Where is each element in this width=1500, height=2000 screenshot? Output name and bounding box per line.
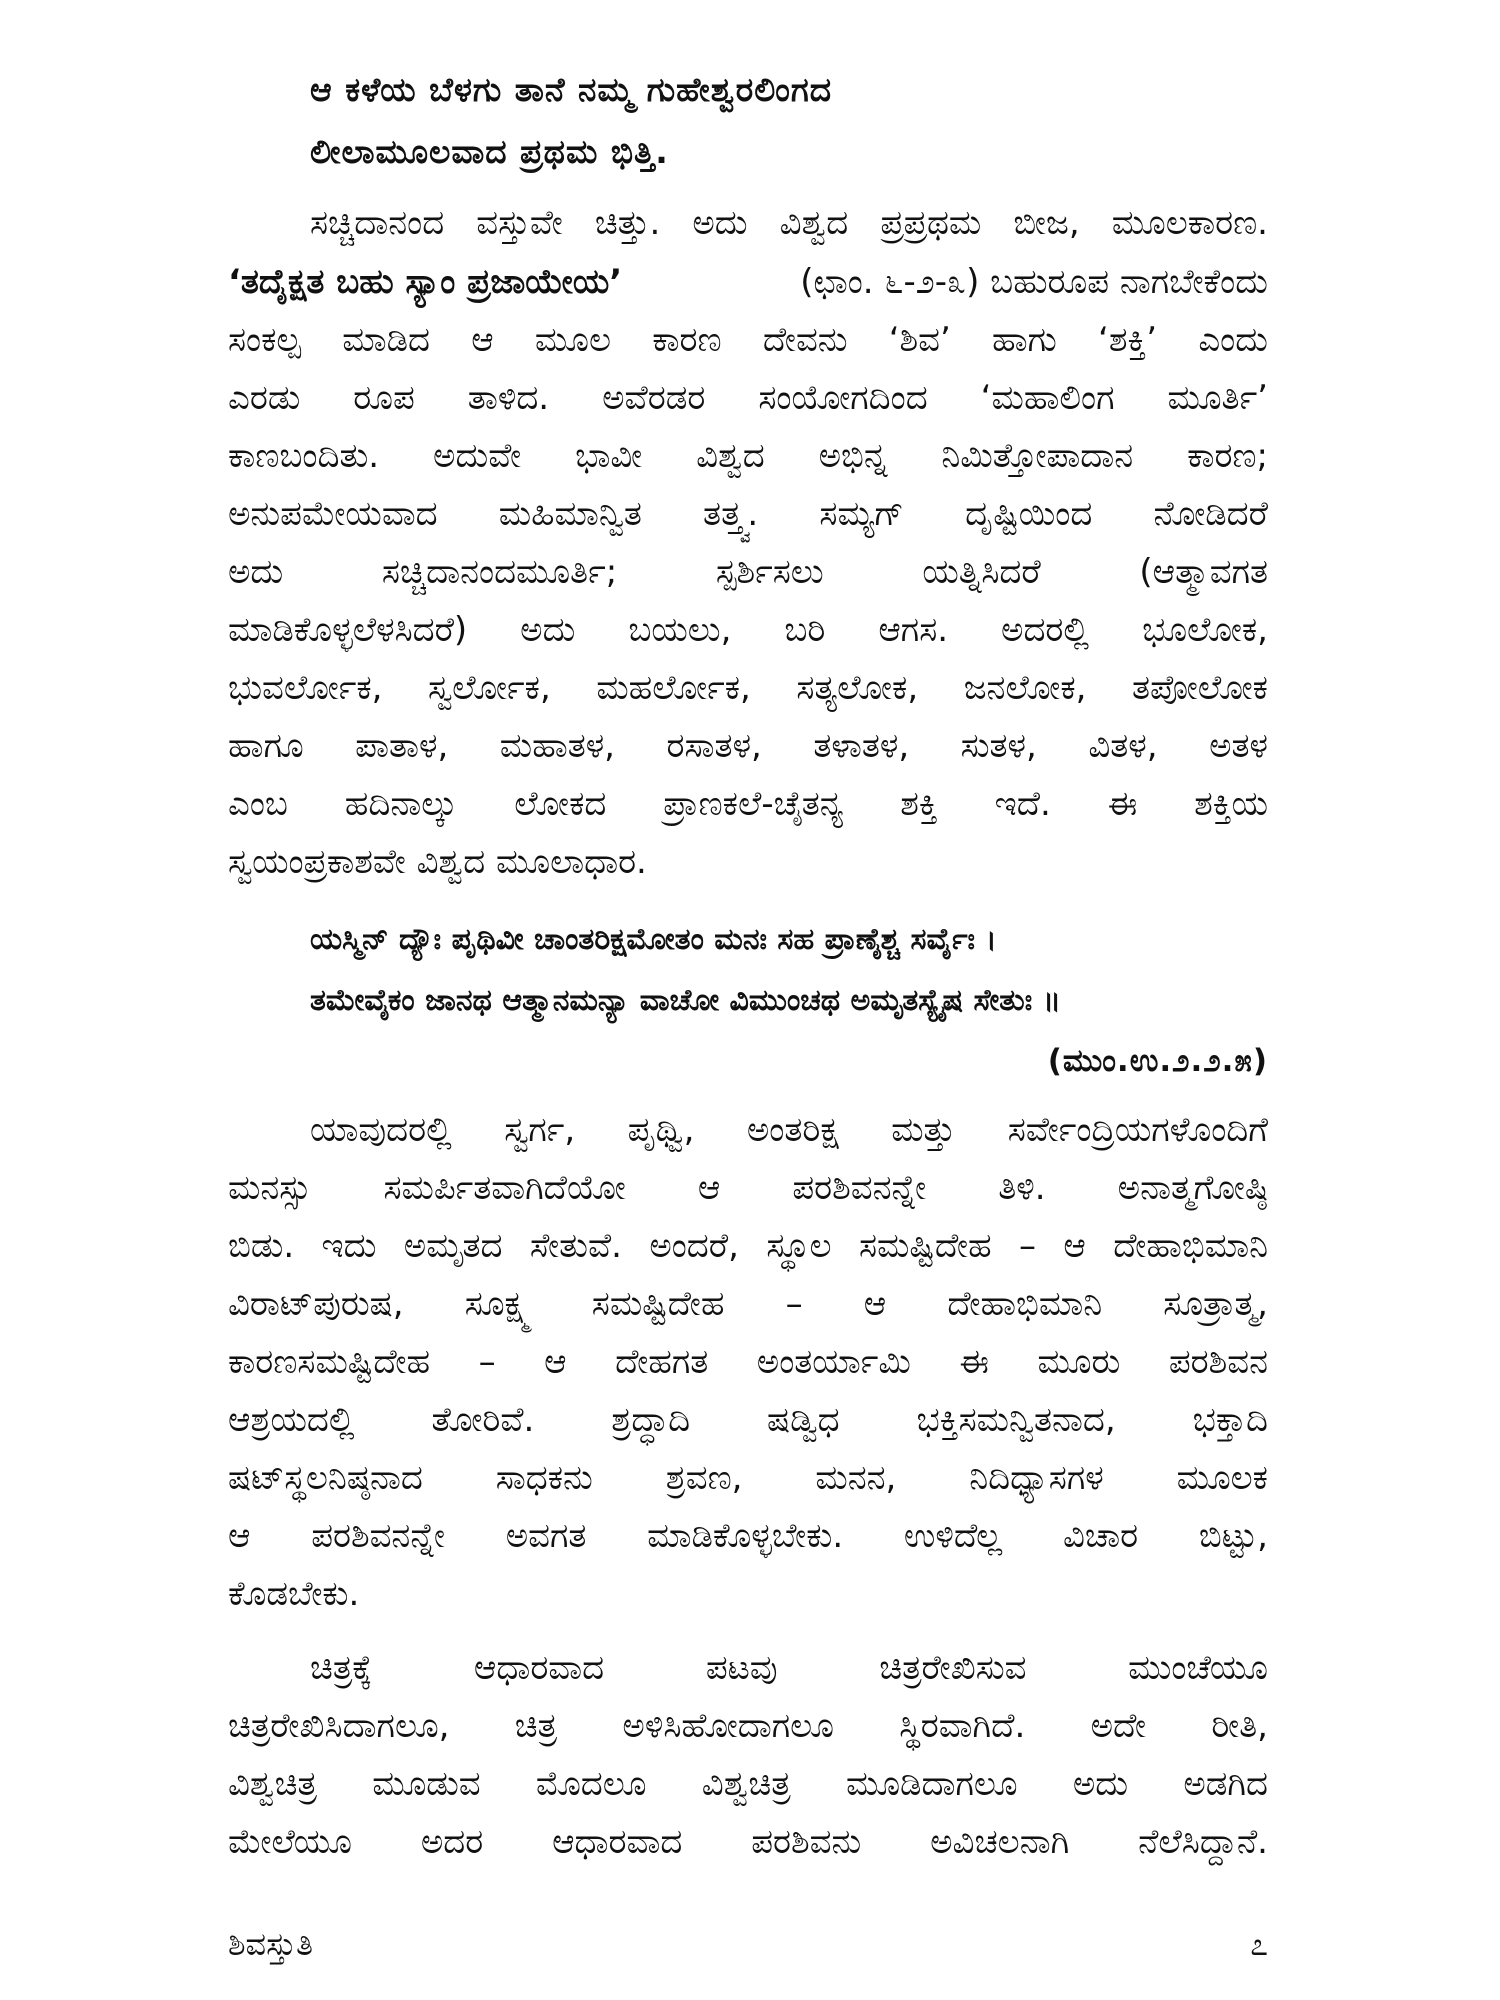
sanskrit-verse-line-2: ತಮೇವೈಕಂ ಜಾನಥ ಆತ್ಮಾನಮನ್ಯಾ ವಾಚೋ ವಿಮುಂಚಥ ಅಮೃತಸ್ಯೈಷ ಸೇತುಃ ॥: [310, 983, 1061, 1018]
paragraph3-line-3: ವಿಶ್ವಚಿತ್ರ ಮೂಡುವ ಮೊದಲೂ ವಿಶ್ವಚಿತ್ರ ಮೂಡಿದಾಗಲೂ ಅದು ಅಡಗಿದ: [228, 1764, 1268, 1804]
verse-citation: (ಮುಂ.ಉ.೨.೨.೫): [1047, 1043, 1268, 1079]
paragraph1-line-12: ಸ್ವಯಂಪ್ರಕಾಶವೇ ವಿಶ್ವದ ಮೂಲಾಧಾರ.: [228, 842, 647, 882]
paragraph1-line-7: ಅದು ಸಚ್ಚಿದಾನಂದಮೂರ್ತಿ; ಸ್ಪರ್ಶಿಸಲು ಯತ್ನಿಸಿದರೆ (ಆತ್ಮಾವಗತ: [228, 552, 1268, 592]
top-verse-line-1: ಆ ಕಳೆಯ ಬೆಳಗು ತಾನೆ ನಮ್ಮ ಗುಹೇಶ್ವರಲಿಂಗದ: [310, 70, 833, 109]
top-verse-line-2: ಲೀಲಾಮೂಲವಾದ ಪ್ರಥಮ ಭಿತ್ತಿ.: [310, 132, 669, 171]
paragraph2-line-3: ಬಿಡು. ಇದು ಅಮೃತದ ಸೇತುವೆ. ಅಂದರೆ, ಸ್ಥೂಲ ಸಮಷ್ಟಿದೇಹ – ಆ ದೇಹಾಭಿಮಾನಿ: [228, 1226, 1268, 1266]
paragraph2-line-8: ಆ ಪರಶಿವನನ್ನೇ ಅವಗತ ಮಾಡಿಕೊಳ್ಳಬೇಕು. ಉಳಿದೆಲ್ಲ ವಿಚಾರ ಬಿಟ್ಟು,: [228, 1516, 1268, 1556]
page-number: ೭: [1250, 1925, 1268, 1963]
paragraph1-line-11: ಎಂಬ ಹದಿನಾಲ್ಕು ಲೋಕದ ಪ್ರಾಣಕಲೆ-ಚೈತನ್ಯ ಶಕ್ತಿ ಇದೆ. ಈ ಶಕ್ತಿಯ: [228, 784, 1268, 824]
paragraph2-line-5: ಕಾರಣಸಮಷ್ಟಿದೇಹ – ಆ ದೇಹಗತ ಅಂತರ್ಯಾಮಿ ಈ ಮೂರು ಪರಶಿವನ: [228, 1342, 1268, 1382]
sanskrit-verse-line-1: ಯಸ್ಮಿನ್ ದ್ಯೌಃ ಪೃಥಿವೀ ಚಾಂತರಿಕ್ಷಮೋತಂ ಮನಃ ಸಹ ಪ್ರಾಣೈಶ್ಚ ಸರ್ವೈಃ ।: [310, 922, 997, 957]
paragraph1-line-1: ಸಚ್ಚಿದಾನಂದ ವಸ್ತುವೇ ಚಿತ್ತು. ಅದು ವಿಶ್ವದ ಪ್ರಪ್ರಥಮ ಬೀಜ, ಮೂಲಕಾರಣ.: [310, 203, 1268, 243]
paragraph1-line-2: [228, 262, 1268, 302]
paragraph1-line-10: ಹಾಗೂ ಪಾತಾಳ, ಮಹಾತಳ, ರಸಾತಳ, ತಳಾತಳ, ಸುತಳ, ವಿತಳ, ಅತಳ: [228, 726, 1268, 766]
paragraph1-line-3: ಸಂಕಲ್ಪ ಮಾಡಿದ ಆ ಮೂಲ ಕಾರಣ ದೇವನು ‘ಶಿವ’ ಹಾಗು ‘ಶಕ್ತಿ’ ಎಂದು: [228, 320, 1268, 360]
paragraph1-line-2-rest: (ಛಾಂ. ೬-೨-೩) ಬಹುರೂಪ ನಾಗಬೇಕೆಂದು: [800, 262, 1268, 302]
paragraph2-line-4: ವಿರಾಟ್‌ಪುರುಷ, ಸೂಕ್ಷ್ಮ ಸಮಷ್ಟಿದೇಹ – ಆ ದೇಹಾಭಿಮಾನಿ ಸೂತ್ರಾತ್ಮ,: [228, 1284, 1268, 1324]
paragraph1-line-8: ಮಾಡಿಕೊಳ್ಳಲೆಳಸಿದರೆ) ಅದು ಬಯಲು, ಬರಿ ಆಗಸ. ಅದರಲ್ಲಿ ಭೂಲೋಕ,: [228, 610, 1268, 650]
footer-book-title: ಶಿವಸ್ತುತಿ: [228, 1925, 313, 1963]
paragraph1-line-5: ಕಾಣಬಂದಿತು. ಅದುವೇ ಭಾವೀ ವಿಶ್ವದ ಅಭಿನ್ನ ನಿಮಿತ್ತೋಪಾದಾನ ಕಾರಣ;: [228, 436, 1268, 476]
paragraph2-line-2: ಮನಸ್ಸು ಸಮರ್ಪಿತವಾಗಿದೆಯೋ ಆ ಪರಶಿವನನ್ನೇ ತಿಳಿ. ಅನಾತ್ಮಗೋಷ್ಠಿ: [228, 1168, 1268, 1208]
paragraph2-line-1: ಯಾವುದರಲ್ಲಿ ಸ್ವರ್ಗ, ಪೃಥ್ವಿ, ಅಂತರಿಕ್ಷ ಮತ್ತು ಸರ್ವೇಂದ್ರಿಯಗಳೊಂದಿಗೆ: [310, 1110, 1268, 1150]
paragraph1-line-9: ಭುವರ್ಲೋಕ, ಸ್ವರ್ಲೋಕ, ಮಹರ್ಲೋಕ, ಸತ್ಯಲೋಕ, ಜನಲೋಕ, ತಪೋಲೋಕ: [228, 668, 1268, 708]
paragraph2-line-7: ಷಟ್‌ಸ್ಥಲನಿಷ್ಠನಾದ ಸಾಧಕನು ಶ್ರವಣ, ಮನನ, ನಿದಿಧ್ಯಾಸಗಳ ಮೂಲಕ: [228, 1458, 1268, 1498]
paragraph1-line-6: ಅನುಪಮೇಯವಾದ ಮಹಿಮಾನ್ವಿತ ತತ್ತ್ವ. ಸಮ್ಯಗ್ ದೃಷ್ಟಿಯಿಂದ ನೋಡಿದರೆ: [228, 494, 1268, 534]
paragraph3-line-1: ಚಿತ್ರಕ್ಕೆ ಆಧಾರವಾದ ಪಟವು ಚಿತ್ರರೇಖಿಸುವ ಮುಂಚೆಯೂ: [310, 1648, 1268, 1688]
paragraph3-line-4: ಮೇಲೆಯೂ ಅದರ ಆಧಾರವಾದ ಪರಶಿವನು ಅವಿಚಲನಾಗಿ ನೆಲೆಸಿದ್ದಾನೆ.: [228, 1822, 1268, 1862]
paragraph1-quote: ‘ತದೈಕ್ಷತ ಬಹು ಸ್ಯಾಂ ಪ್ರಜಾಯೇಯ’: [228, 262, 623, 302]
paragraph2-line-9: ಕೊಡಬೇಕು.: [228, 1574, 360, 1614]
paragraph1-line-4: ಎರಡು ರೂಪ ತಾಳಿದ. ಅವೆರಡರ ಸಂಯೋಗದಿಂದ ‘ಮಹಾಲಿಂಗ ಮೂರ್ತಿ’: [228, 378, 1268, 418]
paragraph3-line-2: ಚಿತ್ರರೇಖಿಸಿದಾಗಲೂ, ಚಿತ್ರ ಅಳಿಸಿಹೋದಾಗಲೂ ಸ್ಥಿರವಾಗಿದೆ. ಅದೇ ರೀತಿ,: [228, 1706, 1268, 1746]
paragraph2-line-6: ಆಶ್ರಯದಲ್ಲಿ ತೋರಿವೆ. ಶ್ರದ್ಧಾದಿ ಷಡ್ವಿಧ ಭಕ್ತಿಸಮನ್ವಿತನಾದ, ಭಕ್ತಾದಿ: [228, 1400, 1268, 1440]
